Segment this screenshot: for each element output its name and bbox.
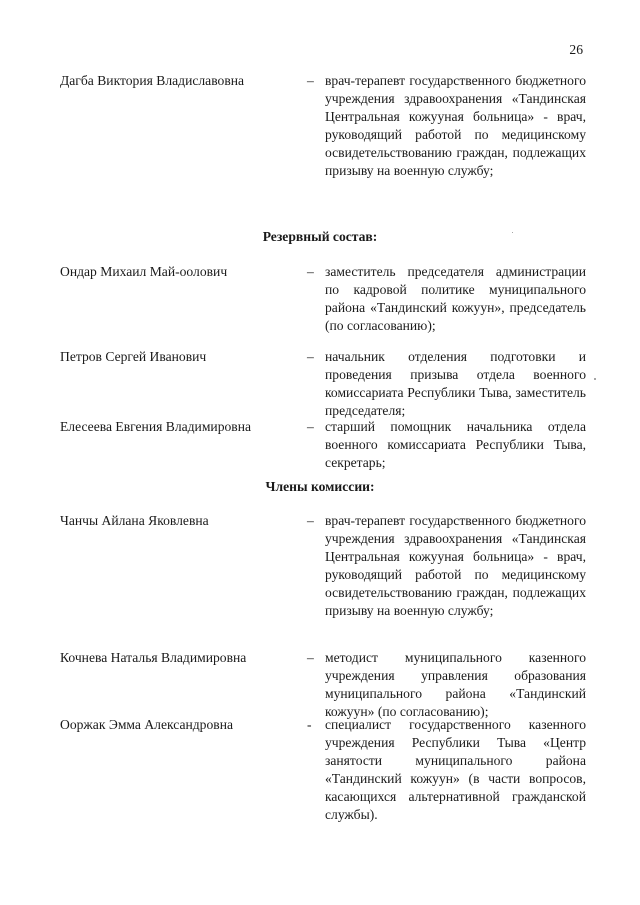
person-name: Петров Сергей Иванович <box>60 349 207 364</box>
person-name: Ооржак Эмма Александровна <box>60 717 234 732</box>
dash-separator: – <box>307 264 314 279</box>
person-name: Кочнева Наталья Владимировна <box>60 650 247 665</box>
scan-speck <box>512 232 513 233</box>
dash-separator: – <box>307 513 314 528</box>
position-description: врач-терапевт государственного бюджетного учреждения здравоохранения «Тандинская Центральная кожууная больница» - врач, руководящий работой по медицинскому освидетельствованию граждан, подлежащих призыву на военную службу; <box>325 513 586 618</box>
position-description: методист муниципального казенного учреждения управления образования муниципального района «Тандинский кожуун» (по согласованию); <box>325 650 586 719</box>
position-description: начальник отделения подготовки и проведения призыва отдела военного комиссариата Республики Тыва, заместитель председателя; <box>325 349 586 418</box>
position-description: специалист государственного казенного учреждения Республики Тыва «Центр занятости муниципального района «Тандинский кожуун» (в части вопросов, касающихся альтернативной гражданской службы). <box>325 717 586 822</box>
person-name: Чанчы Айлана Яковлевна <box>60 513 209 528</box>
page-number: 26 <box>569 42 583 57</box>
dash-separator: – <box>307 73 314 88</box>
position-description: заместитель председателя администрации по кадровой политике муниципального района «Тандинский кожуун», председатель (по согласованию); <box>325 264 586 333</box>
section-heading-members: Члены комиссии: <box>265 479 375 494</box>
position-description: врач-терапевт государственного бюджетного учреждения здравоохранения «Тандинская Центральная кожууная больница» - врач, руководящий работой по медицинскому освидетельствованию граждан, подлежащих призыву на военную службу; <box>325 73 586 178</box>
dash-separator: - <box>307 717 312 732</box>
dash-separator: – <box>307 419 314 434</box>
person-name: Ондар Михаил Май-оолович <box>60 264 228 279</box>
scan-speck <box>594 378 596 380</box>
person-name: Елесеева Евгения Владимировна <box>60 419 252 434</box>
person-name: Дагба Виктория Владиславовна <box>60 73 245 88</box>
dash-separator: – <box>307 650 314 665</box>
section-heading-reserve: Резервный состав: <box>262 229 378 244</box>
dash-separator: – <box>307 349 314 364</box>
position-description: старший помощник начальника отдела военного комиссариата Республики Тыва, секретарь; <box>325 419 586 470</box>
